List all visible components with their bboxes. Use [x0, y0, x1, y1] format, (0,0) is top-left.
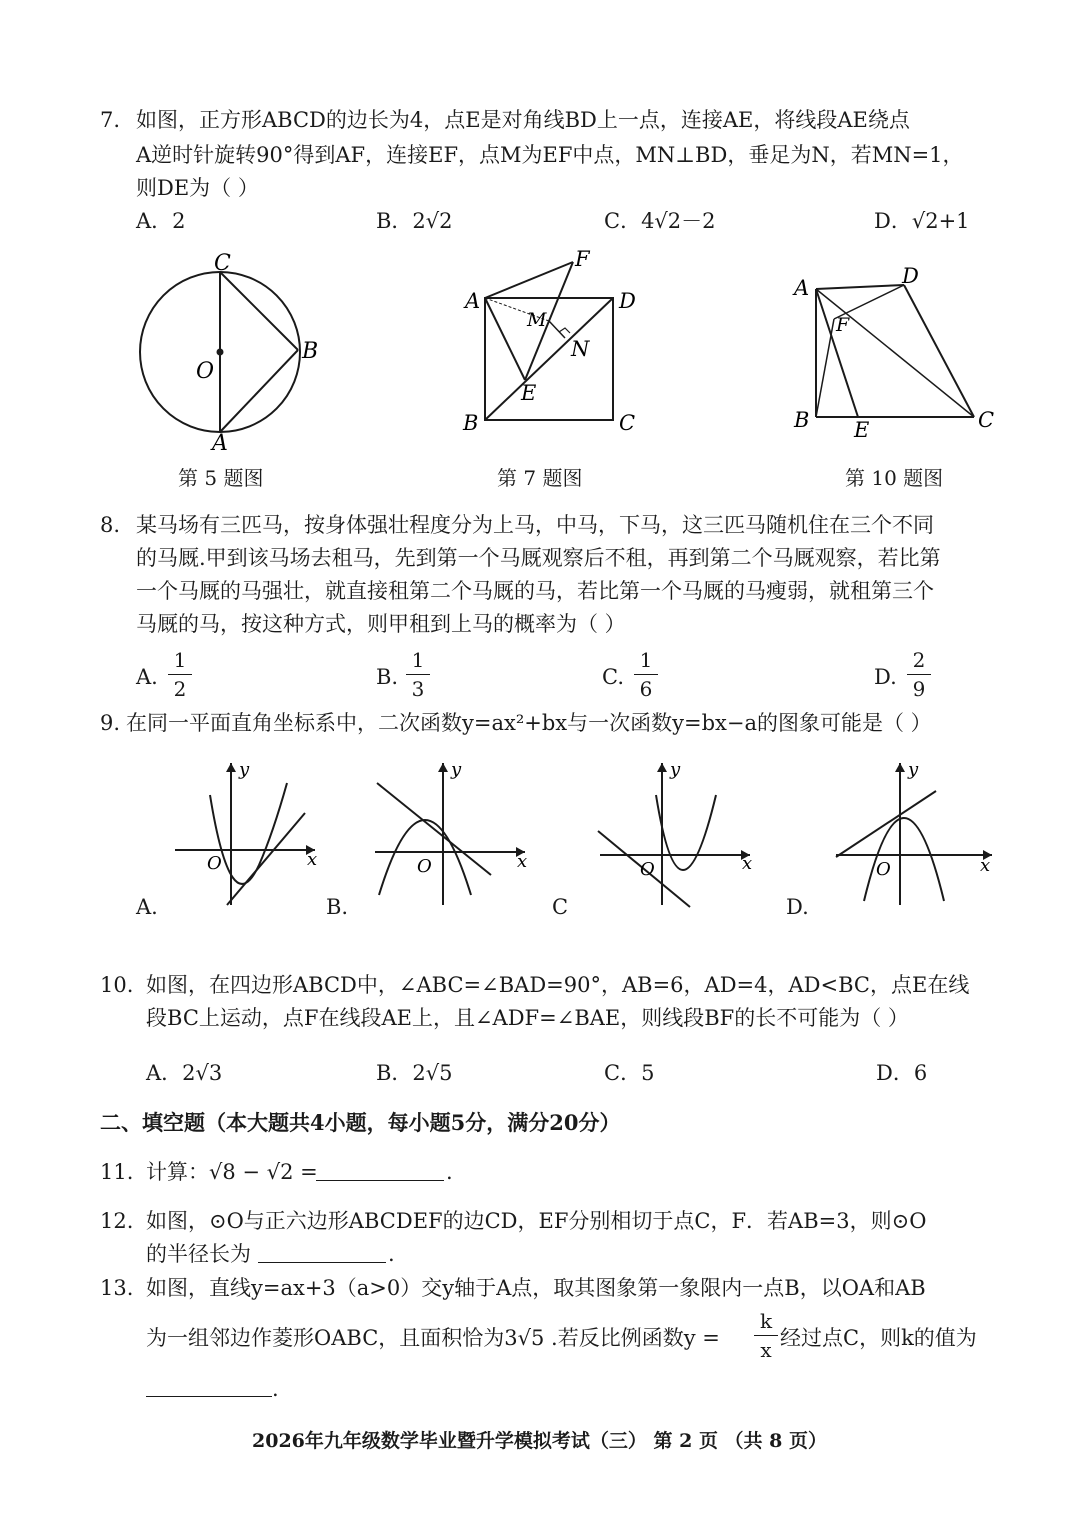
- fig7-label-m: M: [527, 309, 547, 331]
- q12-number: 12.: [100, 1209, 134, 1233]
- q8-option-b-letter: B.: [376, 665, 399, 689]
- q12-end: .: [388, 1242, 395, 1266]
- q8-line3: 一个马厩的马强壮，就直接租第二个马厩的马，若比第一个马厩的马瘦弱，就租第三个: [136, 579, 934, 603]
- fig7-label-f: F: [575, 250, 590, 271]
- svg-text:y: y: [670, 759, 681, 780]
- fig5-label-c: C: [214, 251, 231, 276]
- fig10-label-e: E: [854, 418, 870, 442]
- figure-7-square-diagram: [455, 250, 655, 440]
- q8-line4: 马厩的马，按这种方式，则甲租到上马的概率为（ ）: [136, 612, 626, 636]
- q13-line1: 如图，直线y=ax+3（a>0）交y轴于A点，取其图象第一象限内一点B，以OA和AB: [146, 1276, 926, 1300]
- q10-number: 10.: [100, 973, 134, 997]
- q8-option-b-fraction: 1 3: [406, 648, 430, 701]
- q7-option-b: B．2√2: [376, 209, 453, 233]
- figure-5-circle-diagram: [120, 250, 330, 455]
- svg-text:y: y: [451, 759, 462, 780]
- fig7-label-b: B: [463, 411, 479, 435]
- fig7-label-n: N: [571, 337, 590, 361]
- q11-number: 11.: [100, 1160, 134, 1184]
- fig7-label-a: A: [465, 289, 481, 313]
- svg-text:x: x: [980, 855, 991, 876]
- q8-number: 8.: [100, 513, 121, 537]
- q13-line2a: 为一组邻边作菱形OABC，且面积恰为3√5 .若反比例函数y =: [146, 1326, 720, 1350]
- q8-option-a-letter: A.: [136, 665, 158, 689]
- q9-graph-a: [165, 755, 325, 915]
- q8-option-d-letter: D.: [874, 665, 897, 689]
- q10-line2: 段BC上运动，点F在线段AE上，且∠ADF=∠BAE，则线段BF的长不可能为（ ）: [146, 1006, 909, 1030]
- fig10-label-d: D: [902, 264, 919, 288]
- section-2-heading: 二、填空题（本大题共4小题，每小题5分，满分20分）: [100, 1110, 621, 1135]
- q11-end: .: [446, 1160, 453, 1184]
- q11-answer-blank[interactable]: [316, 1180, 444, 1181]
- svg-text:y: y: [239, 759, 250, 780]
- q10-option-d: D．6: [876, 1061, 928, 1085]
- fig10-label-a: A: [794, 276, 810, 300]
- q10-option-a: A．2√3: [146, 1061, 223, 1085]
- q12-answer-blank[interactable]: [258, 1262, 386, 1263]
- q7-line3: 则DE为（ ）: [136, 176, 259, 200]
- q9-option-a: A.: [136, 895, 158, 919]
- svg-text:x: x: [517, 851, 528, 872]
- q7-option-c: C．4√2－2: [604, 209, 716, 233]
- q9-graph-d: [830, 755, 1000, 915]
- q8-option-d-fraction: 2 9: [907, 648, 931, 701]
- q8-option-c-fraction: 1 6: [634, 648, 658, 701]
- q9-number: 9.: [100, 711, 121, 735]
- fig7-caption: 第 7 题图: [497, 466, 583, 490]
- svg-text:x: x: [742, 853, 753, 874]
- svg-text:O: O: [417, 856, 432, 877]
- q8-line1: 某马场有三匹马，按身体强壮程度分为上马，中马，下马，这三匹马随机住在三个不同: [136, 513, 934, 537]
- fig5-caption: 第 5 题图: [178, 466, 264, 490]
- fig10-label-b: B: [794, 408, 810, 432]
- fig5-label-a: A: [212, 431, 228, 455]
- fig10-label-f: F: [836, 314, 850, 336]
- q10-option-c: C．5: [604, 1061, 655, 1085]
- q9-graph-b: [365, 755, 535, 915]
- q10-option-b: B．2√5: [376, 1061, 453, 1085]
- fig7-label-c: C: [619, 411, 636, 435]
- fig7-label-d: D: [619, 289, 636, 313]
- q9-option-d: D.: [786, 895, 809, 919]
- fig5-label-o: O: [196, 359, 215, 384]
- q12-line1: 如图，⊙O与正六边形ABCDEF的边CD，EF分别相切于点C，F．若AB=3，则⊙O: [146, 1209, 927, 1233]
- svg-text:O: O: [876, 859, 891, 880]
- fig10-label-c: C: [978, 408, 995, 432]
- fig7-label-e: E: [521, 381, 537, 405]
- q9-option-c: C: [552, 895, 569, 919]
- svg-text:y: y: [908, 759, 919, 780]
- svg-text:O: O: [207, 853, 222, 874]
- q11-text: 计算：√8 − √2 =: [146, 1160, 318, 1184]
- q10-line1: 如图，在四边形ABCD中，∠ABC=∠BAD=90°，AB=6，AD=4，AD<BC，点E在线: [146, 973, 970, 997]
- fig5-label-b: B: [302, 339, 319, 364]
- q8-line2: 的马厩.甲到该马场去租马，先到第一个马厩观察后不租，再到第二个马厩观察，若比第: [136, 546, 941, 570]
- q9-option-b: B.: [326, 895, 349, 919]
- q13-number: 13.: [100, 1276, 134, 1300]
- q13-end: .: [272, 1377, 279, 1401]
- svg-text:x: x: [307, 849, 318, 870]
- q12-line2: 的半径长为: [146, 1242, 251, 1266]
- q7-line2: A逆时针旋转90°得到AF，连接EF，点M为EF中点，MN⊥BD，垂足为N，若MN=1，: [136, 143, 964, 167]
- q9-text: 在同一平面直角坐标系中，二次函数y=ax²+bx与一次函数y=bx−a的图象可能是（ ）: [126, 711, 932, 735]
- q7-number: 7.: [100, 108, 121, 132]
- page-footer: 2026年九年级数学毕业暨升学模拟考试（三） 第 2 页 （共 8 页）: [252, 1430, 828, 1452]
- q8-option-c-letter: C.: [602, 665, 624, 689]
- q7-option-d: D．√2+1: [874, 209, 970, 233]
- q7-line1: 如图，正方形ABCD的边长为4，点E是对角线BD上一点，连接AE，将线段AE绕点: [136, 108, 910, 132]
- q13-answer-blank[interactable]: [146, 1396, 272, 1397]
- q13-fraction-k-over-x: k x: [754, 1309, 778, 1362]
- fig10-caption: 第 10 题图: [845, 466, 944, 490]
- svg-text:O: O: [640, 859, 655, 880]
- q9-graph-c: [590, 755, 760, 915]
- figure-10-quadrilateral-diagram: [790, 255, 1005, 445]
- q8-option-a-fraction: 1 2: [168, 648, 192, 701]
- q7-option-a: A．2: [136, 209, 186, 233]
- q13-line2b: 经过点C，则k的值为: [780, 1326, 977, 1350]
